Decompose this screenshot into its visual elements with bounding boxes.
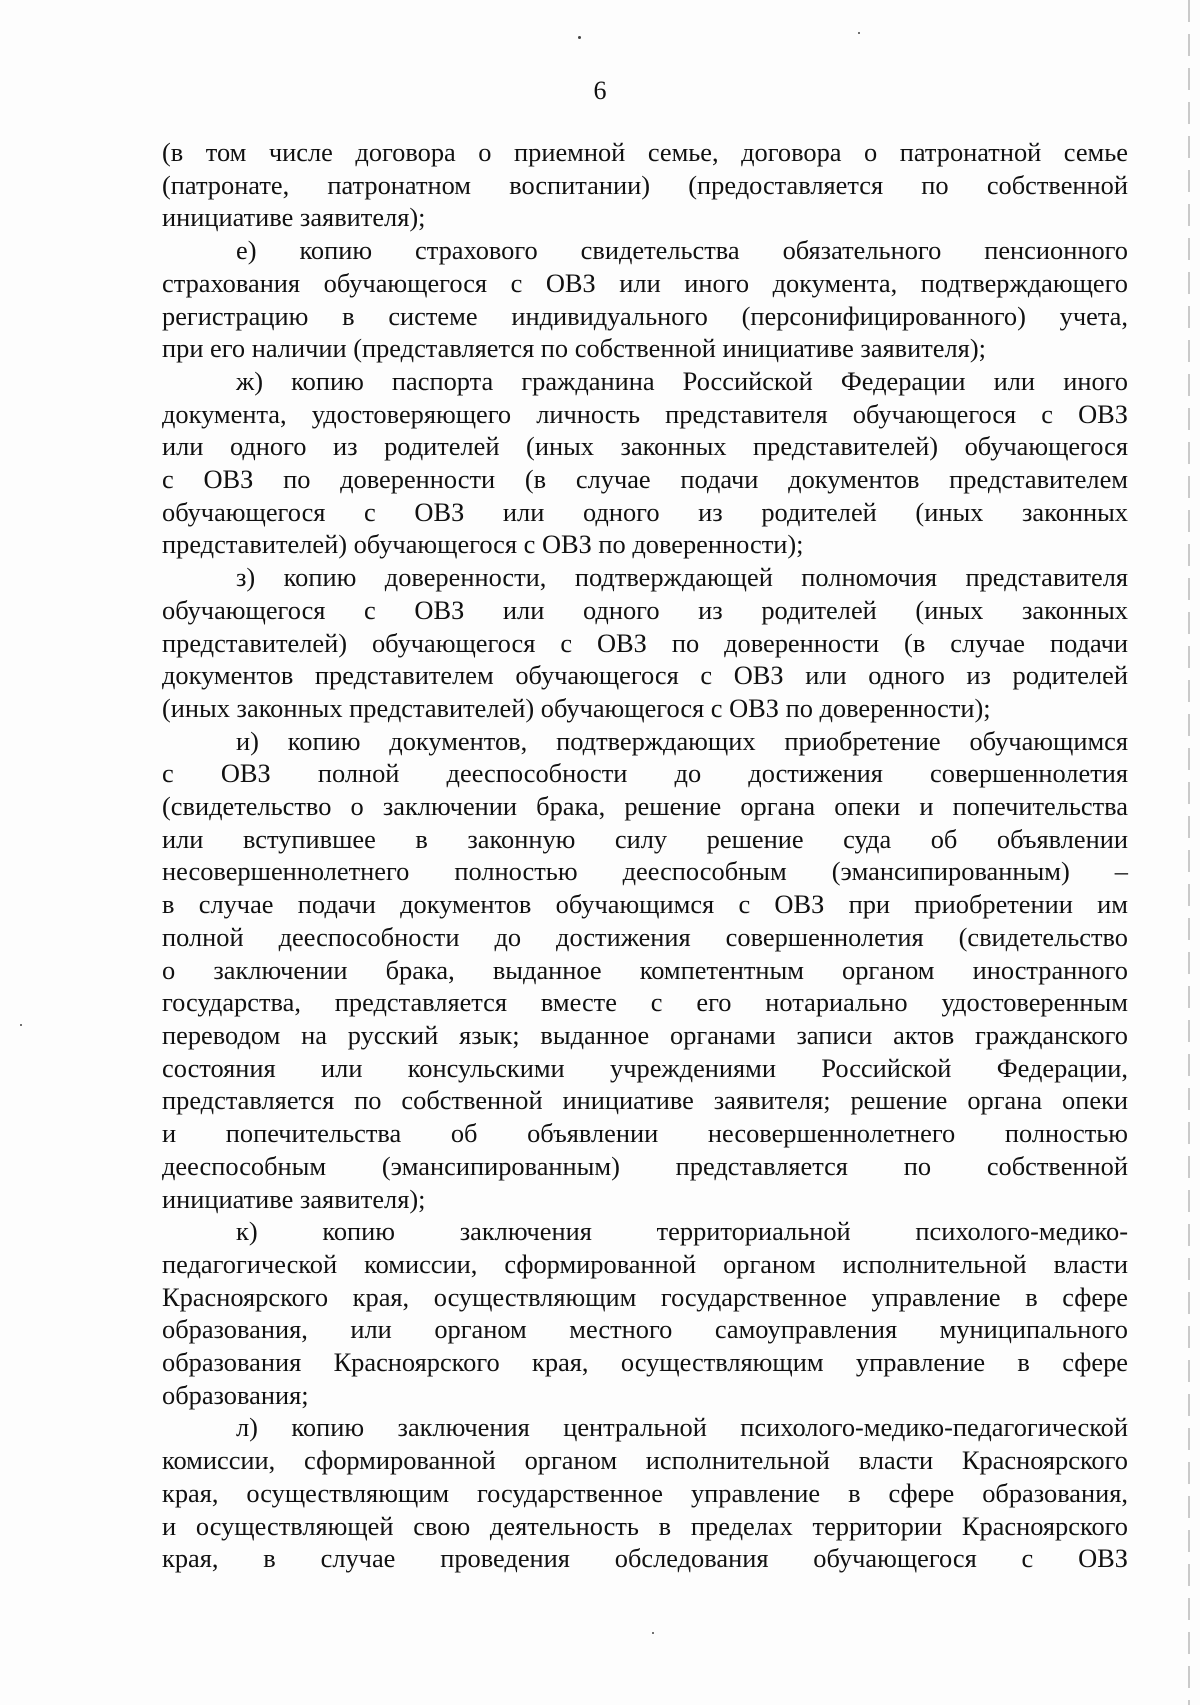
text-line: или одного из родителей (иных законных представителей) обучающегося	[162, 431, 1128, 462]
text-line: Красноярского края, осуществляющим государственное управление в сфере	[162, 1281, 1128, 1312]
text-line: комиссии, сформированной органом исполнительной власти Красноярского	[162, 1445, 1128, 1476]
scan-speck	[858, 32, 860, 34]
text-line: и) копию документов, подтверждающих приобретение обучающимся	[236, 725, 1128, 756]
text-line: обучающегося с ОВЗ или одного из родителей (иных законных	[162, 594, 1128, 625]
scan-speck	[20, 1024, 22, 1026]
text-line: педагогической комиссии, сформированной органом исполнительной власти	[162, 1248, 1128, 1279]
text-line: государства, представляется вместе с его нотариально удостоверенным	[162, 987, 1128, 1018]
text-line: ж) копию паспорта гражданина Российской Федерации или иного	[236, 365, 1128, 396]
text-line: инициативе заявителя);	[162, 202, 426, 233]
text-line: края, осуществляющим государственное управление в сфере образования,	[162, 1477, 1128, 1508]
text-line: несовершеннолетнего полностью дееспособным (эмансипированным) –	[162, 856, 1128, 887]
text-line: с ОВЗ по доверенности (в случае подачи документов представителем	[162, 464, 1128, 495]
text-line: документа, удостоверяющего личность представителя обучающегося с ОВЗ	[162, 398, 1128, 429]
text-line: края, в случае проведения обследования обучающегося с ОВЗ	[162, 1543, 1128, 1574]
text-line: представляется по собственной инициативе заявителя; решение органа опеки	[162, 1085, 1128, 1116]
text-line: (в том числе договора о приемной семье, договора о патронатной семье	[162, 137, 1128, 167]
text-line: состояния или консульскими учреждениями Российской Федерации,	[162, 1052, 1128, 1083]
text-line: представителей) обучающегося с ОВЗ по доверенности);	[162, 529, 804, 560]
text-line: представителей) обучающегося с ОВЗ по доверенности (в случае подачи	[162, 627, 1128, 658]
text-line: к) копию заключения территориальной психолого-медико-	[236, 1216, 1128, 1247]
scan-speck	[578, 36, 581, 39]
text-line: и попечительства об объявлении несовершеннолетнего полностью	[162, 1118, 1128, 1149]
text-line: полной дееспособности до достижения совершеннолетия (свидетельство	[162, 921, 1128, 952]
text-line: (иных законных представителей) обучающегося с ОВЗ по доверенности);	[162, 692, 991, 723]
text-line: при его наличии (представляется по собственной инициативе заявителя);	[162, 333, 986, 364]
text-line: (патронате, патронатном воспитании) (предоставляется по собственной	[162, 169, 1128, 200]
text-line: е) копию страхового свидетельства обязательного пенсионного	[236, 235, 1128, 266]
text-line: обучающегося с ОВЗ или одного из родителей (иных законных	[162, 496, 1128, 527]
text-line: образования, или органом местного самоуправления муниципального	[162, 1314, 1128, 1345]
scan-speck	[652, 1632, 654, 1634]
text-line: образования;	[162, 1379, 309, 1410]
text-line: дееспособным (эмансипированным) представляется по собственной	[162, 1150, 1128, 1181]
document-body	[162, 136, 1128, 1575]
text-line: инициативе заявителя);	[162, 1183, 426, 1214]
text-line: документов представителем обучающегося с ОВЗ или одного из родителей	[162, 660, 1128, 691]
text-line: с ОВЗ полной дееспособности до достижения совершеннолетия	[162, 758, 1128, 789]
text-line: переводом на русский язык; выданное органами записи актов гражданского	[162, 1019, 1128, 1050]
text-line: и осуществляющей свою деятельность в пределах территории Красноярского	[162, 1510, 1128, 1541]
text-line: в случае подачи документов обучающимся с ОВЗ при приобретении им	[162, 889, 1128, 920]
text-line: (свидетельство о заключении брака, решение органа опеки и попечительства	[162, 791, 1128, 822]
text-line: з) копию доверенности, подтверждающей полномочия представителя	[236, 562, 1128, 593]
text-line: л) копию заключения центральной психолого-медико-педагогической	[236, 1412, 1128, 1443]
page-number: 6	[593, 76, 607, 105]
text-line: о заключении брака, выданное компетентным органом иностранного	[162, 954, 1128, 985]
text-line: образования Красноярского края, осуществляющим управление в сфере	[162, 1347, 1128, 1378]
text-line: или вступившее в законную силу решение суда об объявлении	[162, 823, 1128, 854]
text-line: страхования обучающегося с ОВЗ или иного документа, подтверждающего	[162, 267, 1128, 298]
text-line: регистрацию в системе индивидуального (персонифицированного) учета,	[162, 300, 1128, 331]
scan-border-artifact	[1188, 0, 1190, 1705]
